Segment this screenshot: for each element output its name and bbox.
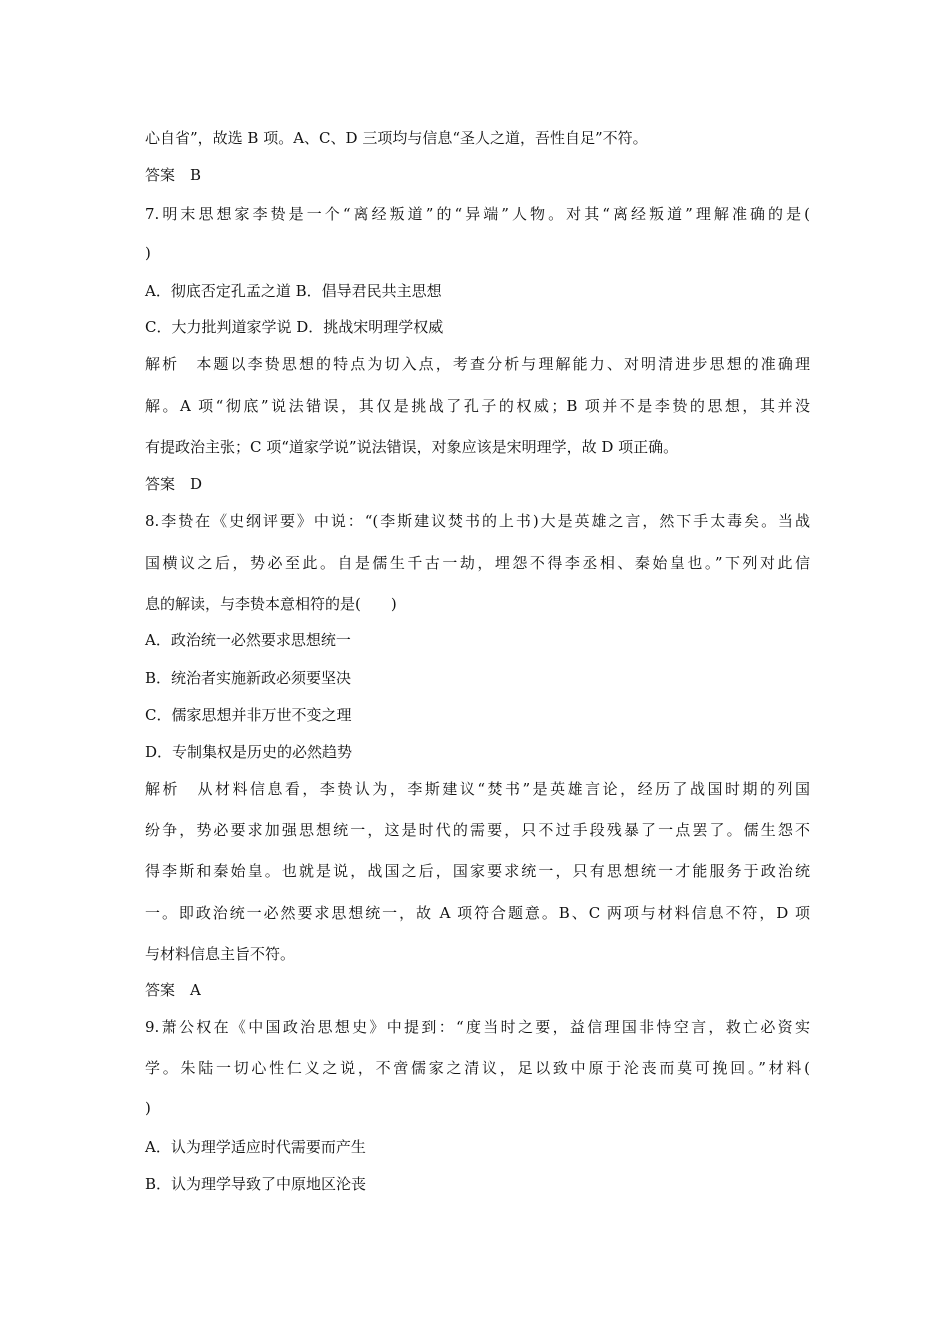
answer-line: 答案 D <box>145 475 203 493</box>
question-7-options-cd: C．大力批判道家学说 D．挑战宋明理学权威 <box>145 318 444 336</box>
question-8-stem: 8.李贽在《史纲评要》中说：“(李斯建议焚书的上书)大是英雄之言，然下手太毒矣。当战 <box>145 512 810 530</box>
question-9-option-a: A．认为理学适应时代需要而产生 <box>145 1138 366 1156</box>
question-7-stem: 7.明末思想家李贽是一个“离经叛道”的“异端”人物。对其“离经叛道”理解准确的是( <box>145 205 810 223</box>
question-9-bracket: ) <box>145 1099 151 1117</box>
question-9-stem: 9.萧公权在《中国政治思想史》中提到：“度当时之要，益信理国非恃空言，救亡必资实 <box>145 1018 810 1036</box>
text-line: 心自省”，故选 B 项。A、C、D 三项均与信息“圣人之道，吾性自足”不符。 <box>145 129 648 147</box>
question-9-stem: 学。朱陆一切心性仁义之说，不啻儒家之清议，足以致中原于沦丧而莫可挽回。”材料( <box>145 1059 810 1077</box>
question-8-option-a: A．政治统一必然要求思想统一 <box>145 631 351 649</box>
answer-line: 答案 A <box>145 981 201 999</box>
question-9-option-b: B．认为理学导致了中原地区沦丧 <box>145 1175 367 1193</box>
question-8-option-c: C．儒家思想并非万世不变之理 <box>145 706 352 724</box>
question-8-option-b: B．统治者实施新政必须要坚决 <box>145 669 352 687</box>
question-7-bracket: ) <box>145 244 151 262</box>
answer-line: 答案 B <box>145 166 202 184</box>
analysis-line: 得李斯和秦始皇。也就是说，战国之后，国家要求统一，只有思想统一才能服务于政治统 <box>145 862 810 880</box>
analysis-line: 解。A 项“彻底”说法错误，其仅是挑战了孔子的权威；B 项并不是李贽的思想，其并没 <box>145 397 810 415</box>
analysis-line: 与材料信息主旨不符。 <box>145 945 296 963</box>
analysis-line: 有提政治主张；C 项“道家学说”说法错误，对象应该是宋明理学，故 D 项正确。 <box>145 438 679 456</box>
question-8-stem: 息的解读，与李贽本意相符的是( ) <box>145 595 397 613</box>
question-8-option-d: D．专制集权是历史的必然趋势 <box>145 743 353 761</box>
question-7-options-ab: A．彻底否定孔孟之道 B．倡导君民共主思想 <box>145 282 442 300</box>
analysis-line: 纷争，势必要求加强思想统一，这是时代的需要，只不过手段残暴了一点罢了。儒生怨不 <box>145 821 810 839</box>
analysis-line: 解析 本题以李贽思想的特点为切入点，考查分析与理解能力、对明清进步思想的准确理 <box>145 355 810 373</box>
question-8-stem: 国横议之后，势必至此。自是儒生千古一劫，埋怨不得李丞相、秦始皇也。”下列对此信 <box>145 554 810 572</box>
analysis-line: 一。即政治统一必然要求思想统一，故 A 项符合题意。B、C 两项与材料信息不符，D 项 <box>145 904 810 922</box>
analysis-line: 解析 从材料信息看，李贽认为，李斯建议“焚书”是英雄言论，经历了战国时期的列国 <box>145 780 810 798</box>
